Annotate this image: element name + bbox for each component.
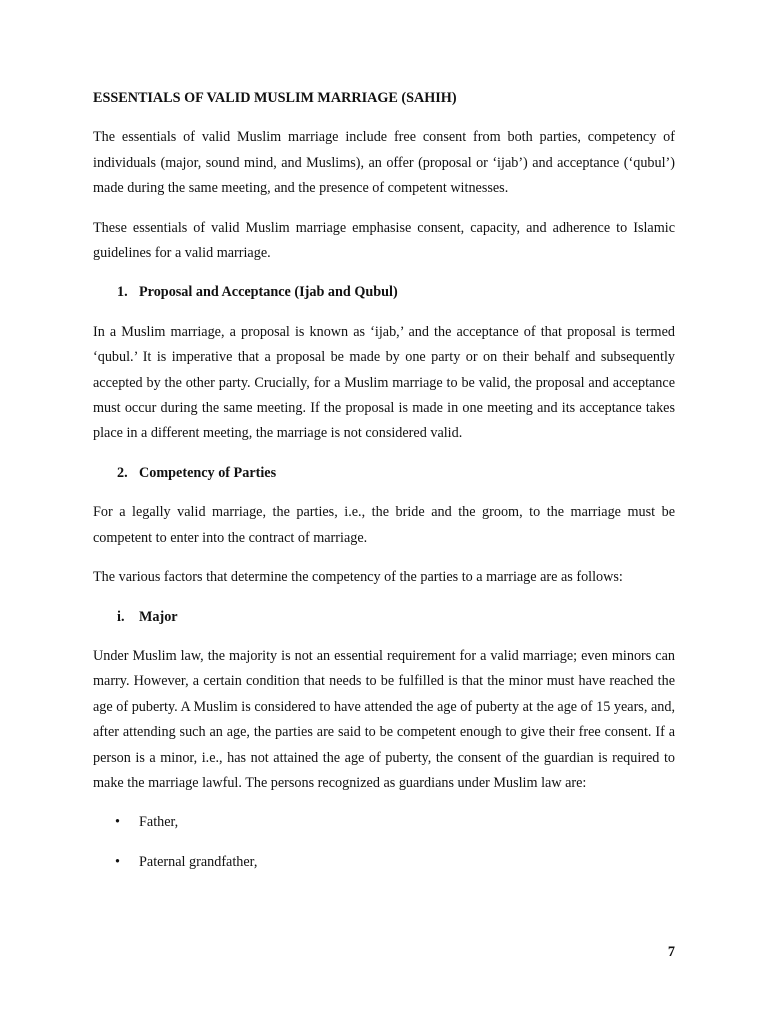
section-1-title: Proposal and Acceptance (Ijab and Qubul) — [139, 284, 398, 301]
subsection-i-title: Major — [139, 608, 178, 625]
bullet-icon: • — [115, 853, 120, 870]
bullet-icon: • — [115, 814, 120, 831]
section-2-title: Competency of Parties — [139, 464, 277, 481]
subsection-i-paragraph: Under Muslim law, the majority is not an essential requirement for a valid marriage; even minors can marry. However, a certain condition that needs to be fulfilled is that the minor must have reached the age of puberty. A Muslim is considered to have attended the age of puberty at the age of 15 years, and, after attending such an age, the parties are said to be competent enough to give their free consent. If a person is a minor, i.e., has not attained the age of puberty, the consent of the guardian is required to make the marriage lawful. The persons recognized as guardians under Muslim law are: — [93, 647, 675, 791]
list-item — [93, 850, 675, 875]
subsection-i-heading — [93, 605, 675, 630]
list-item-text: Father, — [139, 814, 179, 831]
section-2-heading — [93, 461, 675, 486]
section-1-paragraph: In a Muslim marriage, a proposal is known as ‘ijab,’ and the acceptance of that proposal is termed ‘qubul.’ It is imperative that a proposal be made by one party or on their behalf and subsequently accepted by the other party. Crucially, for a Muslim marriage to be valid, the proposal and acceptance must occur during the same meeting. If the proposal is made in one meeting and its acceptance takes place in a different meeting, the marriage is not considered valid. — [93, 323, 675, 442]
intro-paragraph-1: The essentials of valid Muslim marriage include free consent from both parties, competency of individuals (major, sound mind, and Muslims), an offer (proposal or ‘ijab’) and acceptance (‘qubul’) made during the same meeting, and the presence of competent witnesses. — [93, 129, 675, 197]
section-2-number: 2. — [117, 464, 128, 481]
section-2-paragraph-2: The various factors that determine the competency of the parties to a marriage are as follows: — [93, 569, 623, 586]
document-page — [93, 86, 675, 889]
list-item-text: Paternal grandfather, — [139, 853, 258, 870]
intro-paragraph-2: These essentials of valid Muslim marriage emphasise consent, capacity, and adherence to Islamic guidelines for a valid marriage. — [93, 219, 675, 262]
subsection-i-number: i. — [117, 608, 125, 625]
document-title: ESSENTIALS OF VALID MUSLIM MARRIAGE (SAHIH) — [93, 90, 457, 106]
section-1-number: 1. — [117, 284, 128, 301]
section-1-heading — [93, 280, 675, 305]
section-2-paragraph-1: For a legally valid marriage, the parties, i.e., the bride and the groom, to the marriage must be competent to enter into the contract of marriage. — [93, 504, 675, 546]
list-item — [93, 810, 675, 835]
page-number: 7 — [667, 944, 675, 960]
